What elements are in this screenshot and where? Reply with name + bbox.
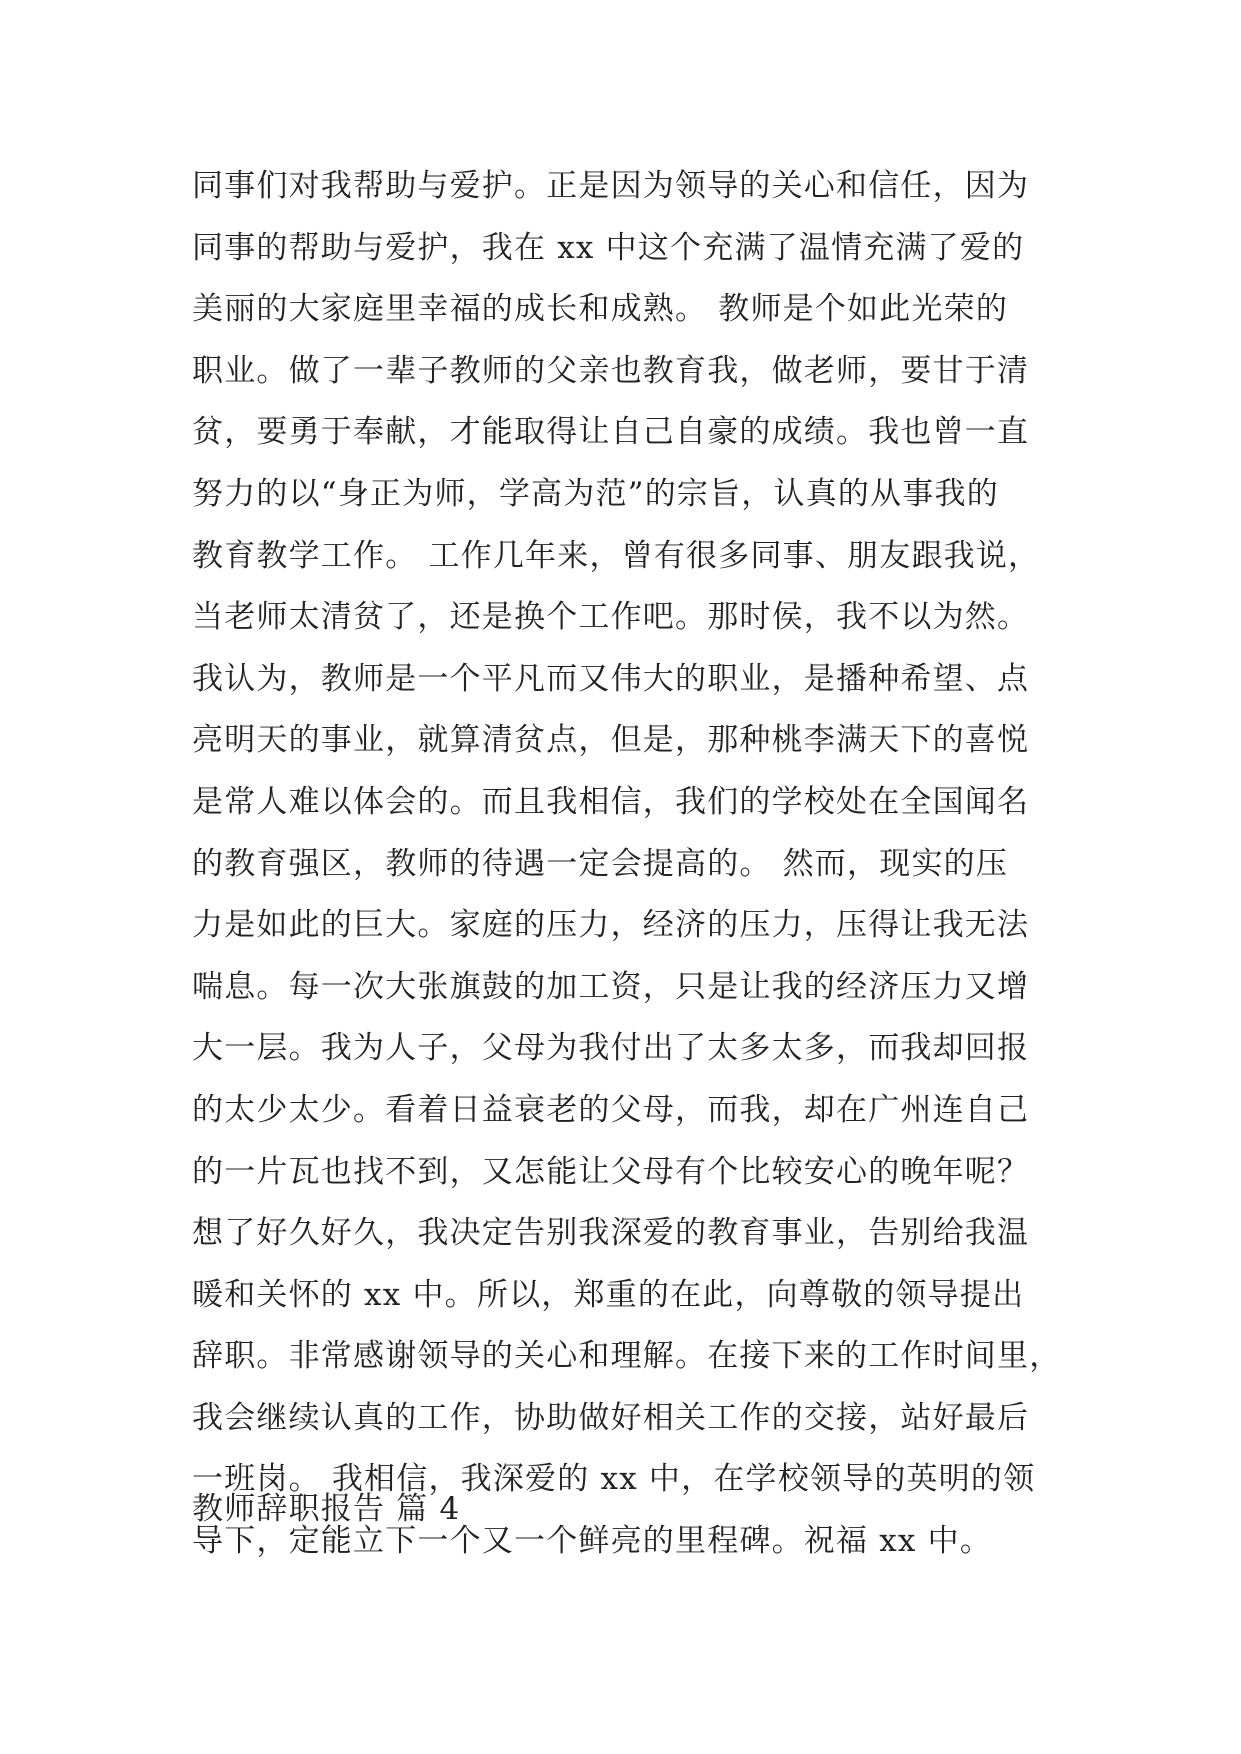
body-text bbox=[192, 156, 1072, 1573]
text-line: 教育教学工作。 工作几年来，曾有很多同事、朋友跟我说， bbox=[192, 537, 1041, 574]
text-line: 我会继续认真的工作，协助做好相关工作的交接，站好最后 bbox=[192, 1399, 1030, 1436]
text-line: 一班岗。 我相信，我深爱的 xx 中，在学校领导的英明的领 bbox=[192, 1461, 1036, 1498]
text-line: 努力的以“身正为师，学高为范”的宗旨，认真的从事我的 bbox=[192, 475, 999, 512]
text-line: 辞职。非常感谢领导的关心和理解。在接下来的工作时间里， bbox=[192, 1338, 1062, 1375]
text-line: 大一层。我为人子，父母为我付出了太多太多，而我却回报 bbox=[192, 1030, 1030, 1067]
text-line: 喘息。每一次大张旗鼓的加工资，只是让我的经济压力又增 bbox=[192, 968, 1030, 1005]
text-line: 的一片瓦也找不到，又怎能让父母有个比较安心的晚年呢？ bbox=[192, 1153, 1030, 1190]
text-line: 职业。做了一辈子教师的父亲也教育我，做老师，要甘于清 bbox=[192, 352, 1030, 389]
text-line: 是常人难以体会的。而且我相信，我们的学校处在全国闻名 bbox=[192, 783, 1030, 820]
text-line: 力是如此的巨大。家庭的压力，经济的压力，压得让我无法 bbox=[192, 907, 1030, 944]
text-line: 我认为，教师是一个平凡而又伟大的职业，是播种希望、点 bbox=[192, 660, 1030, 697]
text-line: 暖和关怀的 xx 中。所以，郑重的在此，向尊敬的领导提出 bbox=[192, 1276, 1025, 1313]
text-line: 亮明天的事业，就算清贫点，但是，那种桃李满天下的喜悦 bbox=[192, 722, 1030, 759]
text-line: 同事们对我帮助与爱护。正是因为领导的关心和信任，因为 bbox=[192, 168, 1030, 204]
text-line: 想了好久好久，我决定告别我深爱的教育事业，告别给我温 bbox=[192, 1215, 1030, 1252]
text-line: 的教育强区，教师的待遇一定会提高的。 然而，现实的压 bbox=[192, 845, 1009, 882]
text-line: 同事的帮助与爱护，我在 xx 中这个充满了温情充满了爱的 bbox=[192, 229, 1025, 266]
text-line: 当老师太清贫了，还是换个工作吧。那时侯，我不以为然。 bbox=[192, 599, 1030, 636]
text-line: 导下，定能立下一个又一个鲜亮的里程碑。祝福 xx 中。 bbox=[192, 1523, 993, 1560]
section-heading: 教师辞职报告 篇 4 bbox=[192, 1491, 461, 1527]
text-line: 贫，要勇于奉献，才能取得让自己自豪的成绩。我也曾一直 bbox=[192, 414, 1030, 451]
text-line: 美丽的大家庭里幸福的成长和成熟。 教师是个如此光荣的 bbox=[192, 291, 1009, 328]
text-line: 的太少太少。看着日益衰老的父母，而我，却在广州连自己 bbox=[192, 1091, 1030, 1128]
